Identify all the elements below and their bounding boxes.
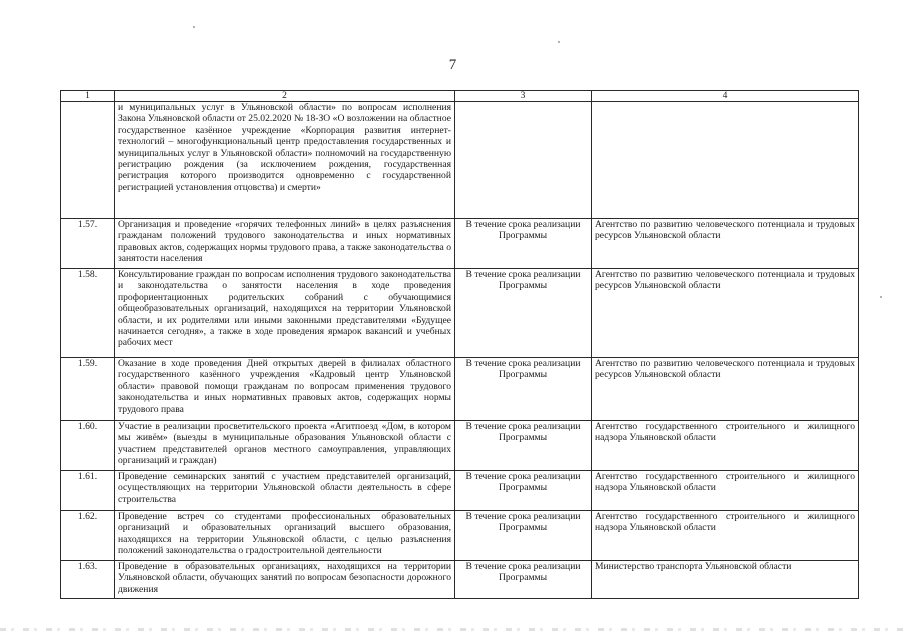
row-executor: Агентство государственного строительного и жилищного надзора Ульяновской области: [592, 511, 859, 561]
row-number: 1.58.: [61, 269, 115, 358]
row-executor: [592, 102, 859, 219]
row-measure: и муниципальных услуг в Ульяновской области» по вопросам исполнения Закона Ульяновской области от 25.02.2020 № 18-ЗО «О возложении на областное государственное казённое учреждение «Корпорация развития интернет-технологий – многофункциональный центр предоставления государственных и муниципальных услуг в Ульяновской области» полномочий на государственную регистрацию рождения (за исключением рождения, государственная регистрация которого производится одновременно с государственной регистрацией установления отцовства) и смерти»: [115, 102, 455, 219]
row-executor: Министерство транспорта Ульяновской области: [592, 561, 859, 599]
row-number: 1.62.: [61, 511, 115, 561]
row-executor: Агентство по развитию человеческого потенциала и трудовых ресурсов Ульяновской области: [592, 358, 859, 421]
column-header-term: 3: [455, 91, 592, 102]
row-term: В течение срока реализации Программы: [455, 471, 592, 511]
scan-speck: [558, 41, 560, 43]
row-term: В течение срока реализации Программы: [455, 358, 592, 421]
table-row: [61, 561, 859, 599]
row-term: В течение срока реализации Программы: [455, 511, 592, 561]
row-number: 1.63.: [61, 561, 115, 599]
row-measure: Организация и проведение «горячих телефонных линий» в целях разъяснения гражданам положений трудового законодательства и иных нормативных правовых актов, содержащих нормы трудового права, а также законодательства о занятости населения: [115, 219, 455, 269]
row-term: В течение срока реализации Программы: [455, 561, 592, 599]
column-header-number: 1: [61, 91, 115, 102]
table-row: [61, 219, 859, 269]
row-number: 1.59.: [61, 358, 115, 421]
column-header-measure: 2: [115, 91, 455, 102]
row-number: [61, 102, 115, 219]
scan-speck: [193, 26, 195, 28]
row-term: В течение срока реализации Программы: [455, 269, 592, 358]
table-row: [61, 511, 859, 561]
program-measures-table: [60, 90, 859, 599]
row-measure: Проведение встреч со студентами профессиональных образовательных организаций и образовательных организаций высшего образования, находящихся на территории Ульяновской области, с целью разъяснения положений законодательства о градостроительной деятельности: [115, 511, 455, 561]
row-executor: Агентство по развитию человеческого потенциала и трудовых ресурсов Ульяновской области: [592, 269, 859, 358]
row-number: 1.61.: [61, 471, 115, 511]
row-executor: Агентство по развитию человеческого потенциала и трудовых ресурсов Ульяновской области: [592, 219, 859, 269]
row-executor: Агентство государственного строительного и жилищного надзора Ульяновской области: [592, 421, 859, 471]
row-measure: Консультирование граждан по вопросам исполнения трудового законодательства и законодательства о занятости населения в ходе проведения профориентационных родительских собраний с обучающимися общеобразовательных организаций, находящихся на территории Ульяновской области, и их родителями или иными законными представителями «Будущее начинается сегодня», а также в ходе проведения ярмарок вакансий и учебных рабочих мест: [115, 269, 455, 358]
scan-speck: [880, 296, 882, 298]
row-executor: Агентство государственного строительного и жилищного надзора Ульяновской области: [592, 471, 859, 511]
scan-edge-noise: [0, 628, 905, 631]
table-row: [61, 471, 859, 511]
table-row: [61, 421, 859, 471]
row-measure: Оказание в ходе проведения Дней открытых дверей в филиалах областного государственного казённого учреждения «Кадровый центр Ульяновской области» правовой помощи гражданам по вопросам применения трудового законодательства и иных нормативных правовых актов, содержащих нормы трудового права: [115, 358, 455, 421]
table-row: [61, 102, 859, 219]
row-measure: Проведение в образовательных организациях, находящихся на территории Ульяновской области, обучающих занятий по вопросам безопасности дорожного движения: [115, 561, 455, 599]
row-measure: Проведение семинарских занятий с участием представителей организаций, осуществляющих на территории Ульяновской области деятельность в сфере строительства: [115, 471, 455, 511]
table-row: [61, 358, 859, 421]
page-number: 7: [448, 57, 457, 73]
column-header-executor: 4: [592, 91, 859, 102]
row-term: В течение срока реализации Программы: [455, 219, 592, 269]
table-row: [61, 269, 859, 358]
row-term: [455, 102, 592, 219]
row-number: 1.57.: [61, 219, 115, 269]
row-number: 1.60.: [61, 421, 115, 471]
row-term: В течение срока реализации Программы: [455, 421, 592, 471]
table-header-row: [61, 91, 859, 102]
row-measure: Участие в реализации просветительского проекта «Агитпоезд «Дом, в котором мы живём» (выезды в муниципальные образования Ульяновской области с участием представителей органов местного самоуправления, управляющих организаций и граждан): [115, 421, 455, 471]
